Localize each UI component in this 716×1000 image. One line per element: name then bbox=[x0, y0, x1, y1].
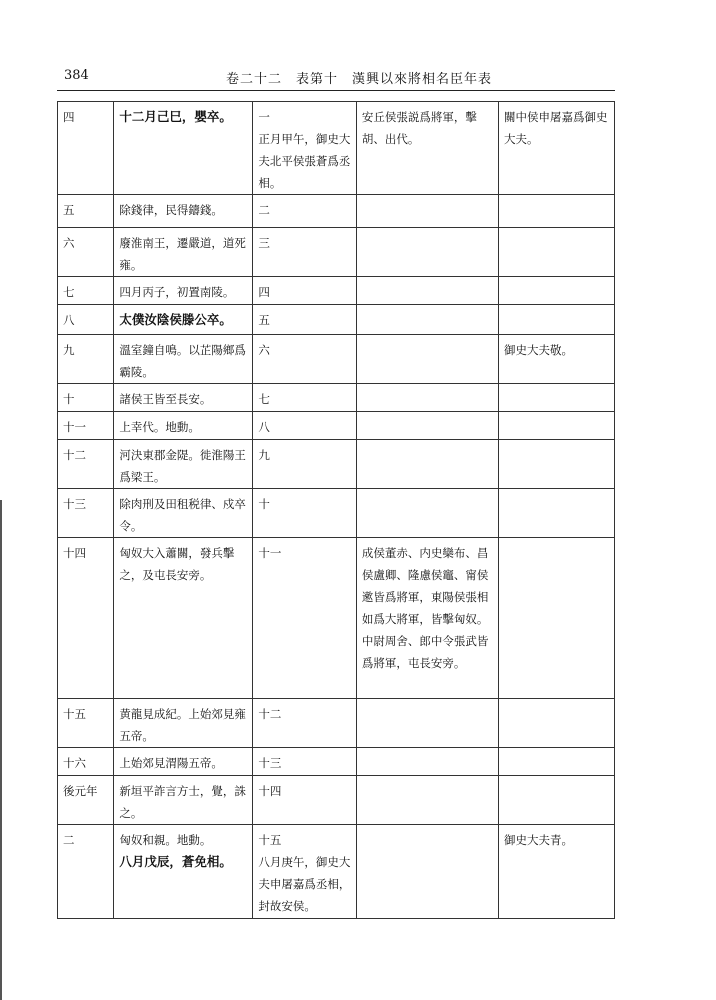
table-row bbox=[58, 440, 615, 489]
table-row bbox=[58, 102, 615, 195]
event-text-bold: 太僕汝陰侯滕公卒。 bbox=[119, 312, 232, 327]
table-row bbox=[58, 228, 615, 277]
generals-cell bbox=[356, 776, 498, 825]
year-cell bbox=[58, 335, 114, 384]
table-row bbox=[58, 776, 615, 825]
year-label: 二 bbox=[63, 833, 75, 847]
event-text: 河決東郡金隄。徙淮陽王爲梁王。 bbox=[119, 448, 246, 484]
officials-cell bbox=[498, 776, 614, 825]
year-label: 十四 bbox=[63, 546, 86, 560]
generals-entry: 安丘侯張説爲將軍，擊胡、出代。 bbox=[361, 110, 477, 146]
generals-cell bbox=[356, 748, 498, 776]
event-text: 匈奴和親。地動。 bbox=[119, 833, 212, 847]
generals-cell bbox=[356, 195, 498, 228]
year-label: 七 bbox=[63, 285, 75, 299]
event-text: 上幸代。地動。 bbox=[119, 420, 200, 434]
officials-cell bbox=[498, 102, 614, 195]
header-rule bbox=[57, 90, 615, 91]
year-label: 十三 bbox=[63, 497, 86, 511]
chancellor-cell bbox=[253, 102, 356, 195]
year-label: 四 bbox=[63, 110, 75, 124]
generals-cell bbox=[356, 228, 498, 277]
chancellor-cell bbox=[253, 699, 356, 748]
event-text: 黄龍見成紀。上始郊見雍五帝。 bbox=[119, 707, 246, 743]
event-text: 溫室鐘自鳴。以芷陽鄉爲霸陵。 bbox=[119, 343, 246, 379]
year-cell bbox=[58, 277, 114, 305]
year-label: 後元年 bbox=[63, 784, 98, 798]
table-row bbox=[58, 825, 615, 919]
year-cell bbox=[58, 305, 114, 335]
page-number: 384 bbox=[64, 68, 89, 83]
generals-cell bbox=[356, 538, 498, 699]
year-label: 十一 bbox=[63, 420, 86, 434]
officials-cell bbox=[498, 748, 614, 776]
officials-cell bbox=[498, 384, 614, 412]
year-label: 六 bbox=[63, 236, 75, 250]
year-label: 十 bbox=[63, 392, 75, 406]
chancellor-year-count: 六 bbox=[258, 343, 270, 357]
event-cell bbox=[114, 384, 253, 412]
generals-cell bbox=[356, 384, 498, 412]
chancellor-year-count: 五 bbox=[258, 313, 270, 327]
officials-cell bbox=[498, 538, 614, 699]
year-cell bbox=[58, 538, 114, 699]
chancellor-year-count: 十四 bbox=[258, 784, 282, 798]
year-cell bbox=[58, 195, 114, 228]
officials-entry: 關中侯申屠嘉爲御史大夫。 bbox=[503, 110, 608, 146]
table-row bbox=[58, 384, 615, 412]
officials-cell bbox=[498, 277, 614, 305]
event-cell bbox=[114, 776, 253, 825]
chancellor-year-count: 二 bbox=[258, 203, 270, 217]
year-cell bbox=[58, 228, 114, 277]
officials-cell bbox=[498, 825, 614, 919]
year-label: 五 bbox=[63, 203, 75, 217]
year-cell bbox=[58, 412, 114, 440]
page-edge-rule bbox=[0, 500, 2, 1000]
year-label: 十六 bbox=[63, 756, 86, 770]
chancellor-year-count: 九 bbox=[258, 448, 270, 462]
event-cell bbox=[114, 102, 253, 195]
year-cell bbox=[58, 489, 114, 538]
chancellor-entry: 八月庚午，御史大夫申屠嘉爲丞相，封故安侯。 bbox=[258, 855, 351, 913]
generals-entry: 成侯董赤、内史欒布、昌侯盧卿、隆慮侯竈、甯侯遬皆爲將軍，東陽侯張相如爲大將軍，皆擊匈奴。中尉周舍、郎中令張武皆爲將軍，屯長安旁。 bbox=[361, 546, 489, 670]
officials-cell bbox=[498, 335, 614, 384]
chancellor-cell bbox=[253, 489, 356, 538]
chancellor-year-count: 十三 bbox=[258, 756, 282, 770]
event-cell bbox=[114, 538, 253, 699]
chancellor-cell bbox=[253, 384, 356, 412]
year-label: 十五 bbox=[63, 707, 86, 721]
generals-cell bbox=[356, 489, 498, 538]
officials-cell bbox=[498, 699, 614, 748]
year-cell bbox=[58, 748, 114, 776]
event-cell bbox=[114, 277, 253, 305]
event-text: 四月丙子，初置南陵。 bbox=[119, 285, 235, 299]
officials-cell bbox=[498, 195, 614, 228]
generals-cell bbox=[356, 412, 498, 440]
generals-cell bbox=[356, 825, 498, 919]
event-text: 上始郊見渭陽五帝。 bbox=[119, 756, 223, 770]
chancellor-cell bbox=[253, 228, 356, 277]
event-cell bbox=[114, 825, 253, 919]
year-label: 八 bbox=[63, 313, 75, 327]
generals-cell bbox=[356, 305, 498, 335]
chancellor-year-count: 四 bbox=[258, 285, 270, 299]
event-cell bbox=[114, 195, 253, 228]
year-label: 九 bbox=[63, 343, 75, 357]
generals-cell bbox=[356, 699, 498, 748]
chancellor-cell bbox=[253, 825, 356, 919]
generals-cell bbox=[356, 440, 498, 489]
generals-cell bbox=[356, 335, 498, 384]
officials-entry: 御史大夫青。 bbox=[503, 833, 573, 847]
chancellor-cell bbox=[253, 277, 356, 305]
event-cell bbox=[114, 412, 253, 440]
event-text: 廢淮南王，遷嚴道，道死雍。 bbox=[119, 236, 246, 272]
chancellor-cell bbox=[253, 776, 356, 825]
table-row bbox=[58, 412, 615, 440]
officials-cell bbox=[498, 228, 614, 277]
table-row bbox=[58, 305, 615, 335]
year-cell bbox=[58, 699, 114, 748]
event-text-bold: 八月戊辰，蒼免相。 bbox=[119, 854, 232, 869]
chancellor-entry: 正月甲午，御史大夫北平侯張蒼爲丞相。 bbox=[258, 132, 351, 190]
event-cell bbox=[114, 335, 253, 384]
chancellor-cell bbox=[253, 195, 356, 228]
officials-cell bbox=[498, 412, 614, 440]
chancellor-year-count: 一 bbox=[258, 110, 270, 124]
chancellor-year-count: 十二 bbox=[258, 707, 282, 721]
generals-cell bbox=[356, 277, 498, 305]
table-row bbox=[58, 699, 615, 748]
year-cell bbox=[58, 384, 114, 412]
chancellor-cell bbox=[253, 538, 356, 699]
year-label: 十二 bbox=[63, 448, 86, 462]
table-row bbox=[58, 195, 615, 228]
year-cell bbox=[58, 440, 114, 489]
chancellor-cell bbox=[253, 440, 356, 489]
event-text-bold: 十二月己巳，嬰卒。 bbox=[119, 109, 232, 124]
chronology-table bbox=[57, 101, 615, 919]
table-row bbox=[58, 748, 615, 776]
table-row bbox=[58, 277, 615, 305]
officials-cell bbox=[498, 489, 614, 538]
event-cell bbox=[114, 228, 253, 277]
officials-cell bbox=[498, 305, 614, 335]
event-cell bbox=[114, 748, 253, 776]
chancellor-year-count: 七 bbox=[258, 392, 270, 406]
year-cell bbox=[58, 102, 114, 195]
officials-cell bbox=[498, 440, 614, 489]
event-text: 匈奴大入蕭關，發兵擊之，及屯長安旁。 bbox=[119, 546, 235, 582]
running-header: 卷二十二 表第十 漢興以來將相名臣年表 bbox=[226, 72, 493, 87]
table-row bbox=[58, 538, 615, 699]
year-cell bbox=[58, 776, 114, 825]
event-text: 諸侯王皆至長安。 bbox=[119, 392, 212, 406]
chancellor-year-count: 十五 bbox=[258, 833, 282, 847]
chancellor-cell bbox=[253, 748, 356, 776]
chancellor-cell bbox=[253, 335, 356, 384]
year-cell bbox=[58, 825, 114, 919]
table-row bbox=[58, 489, 615, 538]
event-cell bbox=[114, 699, 253, 748]
event-text: 除錢律，民得鑄錢。 bbox=[119, 203, 223, 217]
event-cell bbox=[114, 489, 253, 538]
event-text: 新垣平詐言方士，覺，誅之。 bbox=[119, 784, 246, 820]
chancellor-year-count: 八 bbox=[258, 420, 270, 434]
chancellor-cell bbox=[253, 412, 356, 440]
event-cell bbox=[114, 305, 253, 335]
chancellor-cell bbox=[253, 305, 356, 335]
generals-cell bbox=[356, 102, 498, 195]
chancellor-year-count: 三 bbox=[258, 236, 270, 250]
event-cell bbox=[114, 440, 253, 489]
chancellor-year-count: 十 bbox=[258, 497, 270, 511]
officials-entry: 御史大夫敬。 bbox=[503, 343, 573, 357]
table-row bbox=[58, 335, 615, 384]
chancellor-year-count: 十一 bbox=[258, 546, 282, 560]
event-text: 除肉刑及田租税律、戍卒令。 bbox=[119, 497, 246, 533]
